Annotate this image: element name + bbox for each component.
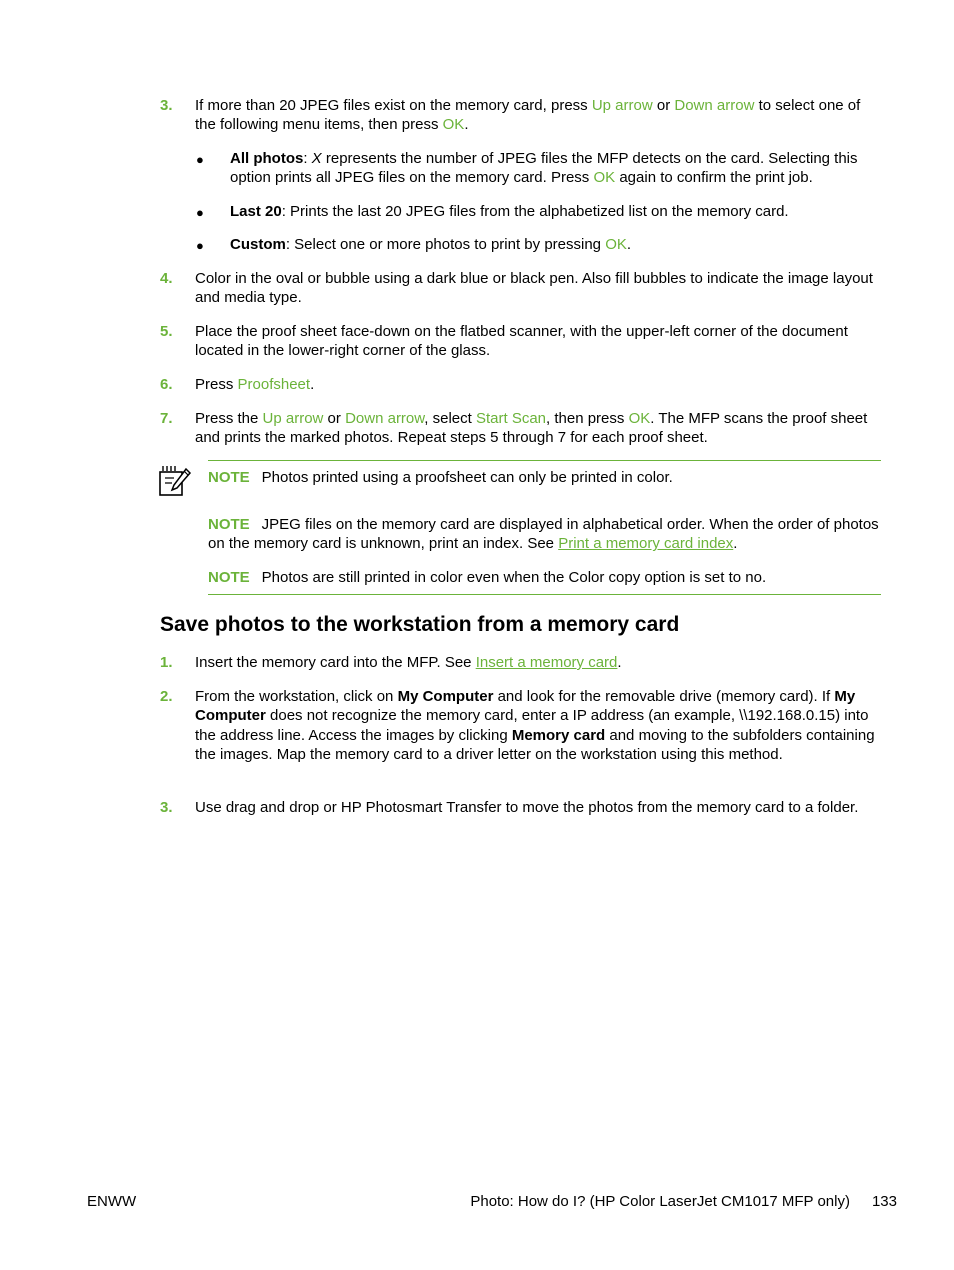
note-label: NOTE (208, 516, 250, 533)
note (208, 468, 883, 487)
text: : Select one or more photos to print by pressing (285, 236, 606, 253)
key-ok: OK (605, 236, 627, 253)
section-heading: Save photos to the workstation from a memory card (160, 613, 680, 636)
text: . (617, 654, 622, 671)
note-text: Photos printed using a proofsheet can only be printed in color. (261, 469, 673, 486)
text: . (626, 236, 632, 253)
text: : Prints the last 20 JPEG files from the alphabetized list on the memory card. (281, 203, 789, 220)
footer-right (470, 1193, 897, 1210)
bullet-text (230, 149, 885, 188)
text: and look for the removable drive (memory card). If (493, 688, 835, 705)
key-ok: OK (628, 410, 651, 427)
step-text: Color in the oval or bubble using a dark blue or black pen. Also fill bubbles to indicate the image layout and media type. (195, 270, 873, 307)
text: or (652, 97, 675, 114)
bullet: ● (196, 238, 204, 253)
note-text: Photos are still printed in color even when the Color copy option is set to no. (261, 569, 767, 586)
step-text: Use drag and drop or HP Photosmart Transfer to move the photos from the memory card to a folder. (195, 799, 859, 816)
italic-var: X (311, 150, 322, 167)
step-number: 7. (160, 410, 173, 427)
note-text: JPEG files on the memory card are displayed in alphabetical order. When the order of photos on the memory card is unknown, print an index. See (208, 516, 879, 553)
note-top-rule (208, 460, 881, 461)
key-up-arrow: Up arrow (262, 410, 324, 427)
key-up-arrow: Up arrow (591, 97, 653, 114)
text: . (733, 535, 738, 553)
text: If more than 20 JPEG files exist on the memory card, press (195, 97, 592, 114)
text: does not recognize the memory card, enter a IP address (an example, \\192.168.0.15) into the address line. Access the images by clicking (195, 707, 869, 744)
note-label: NOTE (208, 469, 250, 486)
bullet-text (230, 202, 885, 221)
text: Press the (195, 410, 263, 427)
footer-left: ENWW (87, 1193, 137, 1210)
bold-term: Custom (230, 236, 286, 253)
step-number: 1. (160, 654, 173, 671)
note-bottom-rule (208, 594, 881, 595)
text: Insert the memory card into the MFP. See (195, 654, 476, 671)
note-pencil-icon (158, 463, 192, 497)
note-label: NOTE (208, 569, 250, 586)
step-text (195, 375, 885, 394)
step-text (195, 687, 885, 764)
key-ok: OK (442, 116, 465, 134)
text: . (310, 376, 315, 393)
step-number: 6. (160, 376, 173, 393)
step-text (195, 409, 885, 448)
step-number: 2. (160, 688, 173, 705)
key-proofsheet: Proofsheet (237, 376, 311, 393)
text: again to confirm the print job. (615, 169, 813, 187)
bold-term: All photos (230, 150, 304, 167)
bold-term: Memory card (511, 726, 606, 744)
link-insert-memory-card[interactable]: Insert a memory card (475, 654, 618, 671)
footer-title: Photo: How do I? (HP Color LaserJet CM1017 MFP only) (470, 1193, 850, 1210)
key-start-scan: Start Scan (475, 410, 547, 427)
note (208, 515, 883, 554)
text: From the workstation, click on (195, 688, 398, 705)
bullet: ● (196, 205, 204, 220)
bold-term: My Computer (397, 688, 494, 705)
text: or (323, 410, 346, 427)
text: to select one of the following menu items, then press (195, 97, 861, 134)
step-number: 5. (160, 323, 173, 340)
step-number: 4. (160, 270, 173, 287)
text: , select (424, 410, 476, 427)
step-text: Place the proof sheet face-down on the flatbed scanner, with the upper-left corner of the document located in the lower-right corner of the glass. (195, 323, 848, 360)
bullet: ● (196, 152, 204, 167)
bold-term: My Computer (195, 688, 856, 725)
key-down-arrow: Down arrow (345, 410, 425, 427)
text: . The MFP scans the proof sheet and prints the marked photos. Repeat steps 5 through 7 for each proof sheet. (195, 410, 868, 447)
text: and moving to the subfolders containing the images. Map the memory card to a driver letter on the workstation using this method. (195, 726, 875, 763)
page-number: 133 (871, 1193, 897, 1210)
text: . (464, 116, 469, 134)
link-print-memory-card-index[interactable]: Print a memory card index (558, 535, 734, 553)
step-text (195, 96, 885, 135)
bold-term: Last 20 (230, 203, 282, 220)
text: : (303, 150, 312, 167)
text: Press (195, 376, 238, 393)
key-ok: OK (593, 169, 616, 187)
note (208, 568, 883, 587)
text: represents the number of JPEG files the MFP detects on the card. Selecting this option prints all JPEG files on the memory card. Press (230, 150, 858, 187)
key-down-arrow: Down arrow (674, 97, 755, 114)
step-number: 3. (160, 97, 173, 114)
text: , then press (546, 410, 629, 427)
step-number: 3. (160, 799, 173, 816)
bullet-text (230, 235, 885, 254)
step-text (195, 653, 885, 672)
